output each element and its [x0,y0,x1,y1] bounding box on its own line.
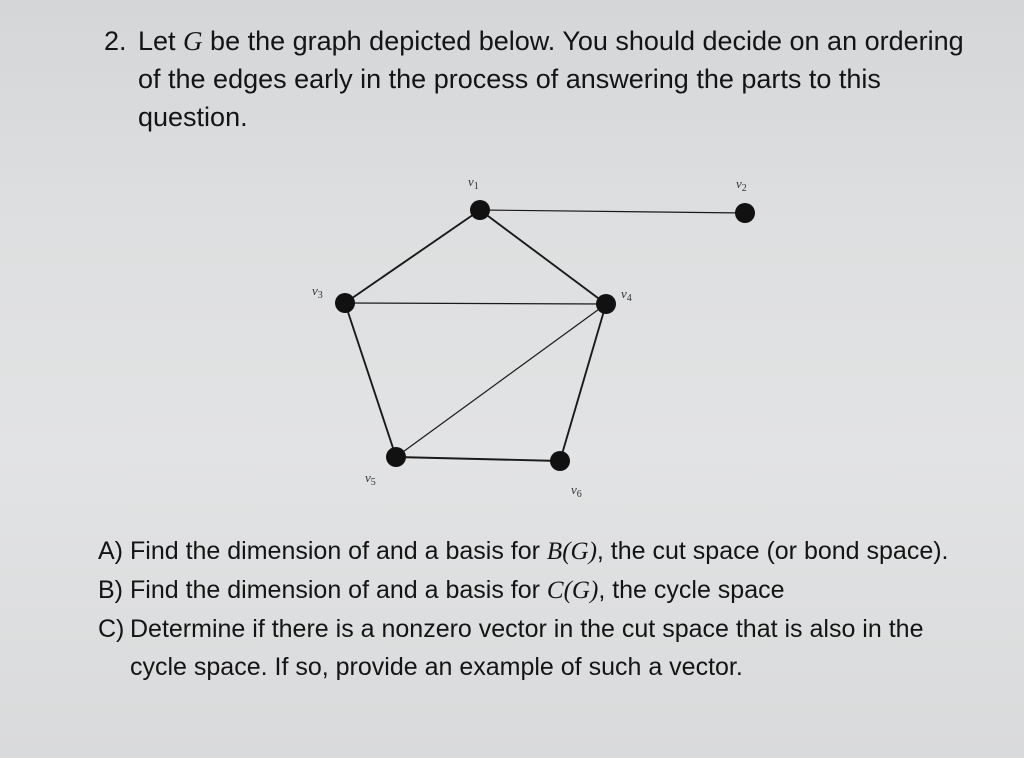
vertex-v3 [335,293,355,313]
vertex-label-v5: $v_5$ [365,470,376,488]
vertex-label-v3: $v_3$ [312,283,323,301]
vertex-v4 [596,294,616,314]
edge-v4-v5 [396,304,606,457]
edge-v3-v5 [345,303,396,457]
edge-v1-v4 [480,210,606,304]
part-b [98,571,978,610]
edge-v3-v4 [345,303,606,304]
edge-v5-v6 [396,457,560,461]
cycle-space-symbol: C(G) [546,577,599,604]
question-parts [98,532,978,686]
vertex-label-v1: $v_1$ [468,174,479,192]
vertex-label-v4: $v_4$ [621,286,632,304]
edge-v4-v6 [560,304,606,461]
part-text: Determine if there is a nonzero vector in the cut space that is also in the cycle space. If so, provide an example of such a vector. [130,615,924,681]
part-text-before: Find the dimension of and a basis for [130,576,547,604]
vertex-label-v2: $v_2$ [736,176,747,194]
part-label: A) [98,537,123,565]
graph-symbol: G [183,26,203,56]
question-text-before: Let [138,26,184,56]
part-text-after: , the cut space (or bond space). [596,537,949,565]
question-number: 2. [104,26,127,56]
vertex-v6 [550,451,570,471]
part-text-after: , the cycle space [598,576,785,604]
part-a [98,532,978,571]
edge-v1-v2 [480,210,745,213]
graph-edges [345,210,745,461]
vertex-label-v6: $v_6$ [571,482,582,500]
vertex-v1 [470,200,490,220]
question-text-after: be the graph depicted below. You should decide on an ordering of the edges early in the process of answering the parts to this question. [138,26,964,132]
vertex-v5 [386,447,406,467]
part-label: C) [98,615,125,643]
cut-space-symbol: B(G) [546,538,597,565]
edge-v1-v3 [345,210,480,303]
vertex-v2 [735,203,755,223]
part-c [98,610,978,686]
part-text-before: Find the dimension of and a basis for [130,537,547,565]
graph-vertices [335,200,755,471]
graph-vertex-labels [312,174,747,500]
part-label: B) [98,576,123,604]
